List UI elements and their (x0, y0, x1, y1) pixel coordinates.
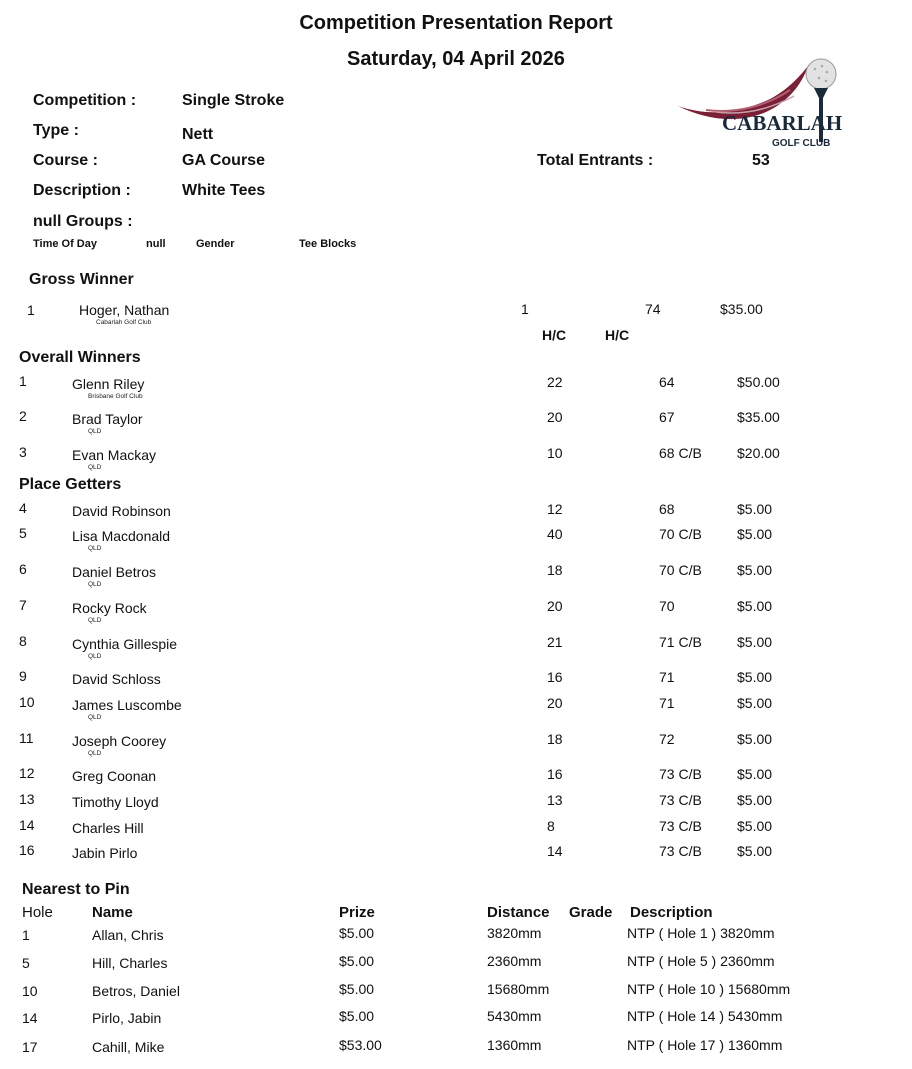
row-name: Rocky Rock (72, 600, 147, 616)
row-prize: $5.00 (737, 526, 773, 542)
row-hc: 16 (547, 669, 563, 685)
ntp-distance: 2360mm (487, 953, 542, 969)
ntp-col-distance: Distance (487, 904, 550, 921)
row-hc: 22 (547, 374, 563, 390)
place-getters-heading: Place Getters (19, 476, 122, 493)
row-score: 73 C/B (659, 766, 702, 782)
row-place: 10 (19, 694, 35, 710)
row-score: 70 C/B (659, 562, 702, 578)
row-name: Charles Hill (72, 820, 144, 836)
row-prize: $5.00 (737, 843, 773, 859)
total-entrants-label: Total Entrants : (537, 152, 654, 169)
row-club: QLD (88, 464, 102, 471)
row-score: 68 (659, 501, 675, 517)
row-score: 64 (659, 374, 675, 390)
ntp-hole: 10 (22, 983, 38, 999)
row-place: 8 (19, 633, 27, 649)
logo-subtitle: GOLF CLUB (772, 138, 831, 149)
row-hc: 18 (547, 562, 563, 578)
row-score: 72 (659, 731, 675, 747)
club-logo (676, 54, 843, 150)
row-prize: $5.00 (737, 562, 773, 578)
row-hc: 18 (547, 731, 563, 747)
ntp-col-grade: Grade (569, 904, 613, 921)
ntp-name: Hill, Charles (92, 955, 168, 971)
row-score: 70 (659, 598, 675, 614)
ntp-hole: 17 (22, 1039, 38, 1055)
row-place: 12 (19, 765, 35, 781)
group-col-tee-blocks: Tee Blocks (299, 238, 357, 250)
row-hc: 40 (547, 526, 563, 542)
row-prize: $20.00 (737, 445, 780, 461)
row-club: QLD (88, 545, 102, 552)
ntp-prize: $5.00 (339, 953, 375, 969)
report-date: Saturday, 04 April 2026 (347, 48, 565, 70)
type-value: Nett (182, 126, 214, 143)
gross-winner-prize: $35.00 (720, 301, 763, 317)
type-label: Type : (33, 122, 79, 139)
ntp-prize: $5.00 (339, 925, 375, 941)
row-place: 7 (19, 597, 27, 613)
row-prize: $5.00 (737, 501, 773, 517)
row-name: Timothy Lloyd (72, 794, 159, 810)
row-name: James Luscombe (72, 697, 182, 713)
row-hc: 8 (547, 818, 555, 834)
row-place: 9 (19, 668, 27, 684)
row-prize: $5.00 (737, 818, 773, 834)
gross-winner-place: 1 (27, 302, 35, 318)
ntp-distance: 5430mm (487, 1008, 542, 1024)
row-place: 11 (19, 730, 34, 746)
row-name: Glenn Riley (72, 376, 145, 392)
row-hc: 21 (547, 634, 563, 650)
row-name: David Robinson (72, 503, 171, 519)
row-name: Evan Mackay (72, 447, 157, 463)
ntp-prize: $53.00 (339, 1037, 382, 1053)
row-prize: $5.00 (737, 792, 773, 808)
ntp-hole: 14 (22, 1010, 38, 1026)
description-label: Description : (33, 182, 131, 199)
row-hc: 16 (547, 766, 563, 782)
description-value: White Tees (182, 182, 266, 199)
ntp-description: NTP ( Hole 5 ) 2360mm (627, 953, 775, 969)
ntp-name: Allan, Chris (92, 927, 164, 943)
row-hc: 20 (547, 409, 563, 425)
row-hc: 20 (547, 598, 563, 614)
row-place: 6 (19, 561, 27, 577)
nearest-to-pin-heading: Nearest to Pin (22, 881, 130, 898)
ntp-name: Pirlo, Jabin (92, 1010, 162, 1026)
row-name: Lisa Macdonald (72, 528, 171, 544)
groups-label: null Groups : (33, 213, 133, 230)
row-prize: $5.00 (737, 669, 773, 685)
ntp-prize: $5.00 (339, 1008, 375, 1024)
row-prize: $35.00 (737, 409, 780, 425)
row-place: 1 (19, 373, 27, 389)
row-club: Brisbane Golf Club (88, 393, 143, 400)
ntp-distance: 15680mm (487, 981, 550, 997)
row-name: Cynthia Gillespie (72, 636, 178, 652)
overall-winners-heading: Overall Winners (19, 349, 141, 366)
row-place: 3 (19, 444, 27, 460)
ntp-description: NTP ( Hole 10 ) 15680mm (627, 981, 791, 997)
gross-winner-name: Hoger, Nathan (79, 302, 170, 318)
row-score: 73 C/B (659, 843, 702, 859)
cut-header-clip (540, 327, 640, 343)
ntp-prize: $5.00 (339, 981, 375, 997)
row-club: QLD (88, 617, 102, 624)
course-value: GA Course (182, 152, 265, 169)
row-score: 71 C/B (659, 634, 702, 650)
group-col-time-of-day: Time Of Day (33, 238, 97, 250)
row-club: QLD (88, 750, 102, 757)
ntp-description: NTP ( Hole 14 ) 5430mm (627, 1008, 783, 1024)
row-club: QLD (88, 653, 102, 660)
row-name: Joseph Coorey (72, 733, 167, 749)
gross-winner-hc: 1 (521, 301, 529, 317)
row-place: 16 (19, 842, 35, 858)
row-hc: 10 (547, 445, 563, 461)
ntp-distance: 3820mm (487, 925, 542, 941)
row-name: David Schloss (72, 671, 161, 687)
row-score: 71 (659, 695, 675, 711)
ntp-col-prize: Prize (339, 904, 375, 921)
ntp-col-hole: Hole (22, 904, 53, 921)
row-score: 70 C/B (659, 526, 702, 542)
row-prize: $5.00 (737, 695, 773, 711)
group-col-gender: Gender (196, 238, 235, 250)
gross-winner-score: 74 (645, 301, 661, 317)
competition-value: Single Stroke (182, 92, 285, 109)
row-score: 68 C/B (659, 445, 702, 461)
cut-header-a: H/C (542, 327, 567, 343)
ntp-distance: 1360mm (487, 1037, 542, 1053)
row-club: QLD (88, 428, 102, 435)
row-prize: $50.00 (737, 374, 780, 390)
report-title: Competition Presentation Report (299, 12, 613, 34)
row-club: QLD (88, 581, 102, 588)
course-label: Course : (33, 152, 98, 169)
row-place: 13 (19, 791, 35, 807)
row-hc: 13 (547, 792, 563, 808)
logo-text: CABARLAH (722, 111, 843, 135)
ntp-name: Betros, Daniel (92, 983, 180, 999)
row-place: 2 (19, 408, 27, 424)
row-hc: 20 (547, 695, 563, 711)
ntp-hole: 5 (22, 955, 30, 971)
row-score: 67 (659, 409, 675, 425)
row-name: Jabin Pirlo (72, 845, 138, 861)
row-name: Greg Coonan (72, 768, 157, 784)
row-hc: 12 (547, 501, 563, 517)
gross-winner-club: Cabarlah Golf Club (96, 319, 152, 326)
row-name: Brad Taylor (72, 411, 143, 427)
row-club: QLD (88, 714, 102, 721)
ntp-col-name: Name (92, 904, 133, 921)
row-place: 4 (19, 500, 27, 516)
row-prize: $5.00 (737, 634, 773, 650)
row-score: 73 C/B (659, 792, 702, 808)
row-prize: $5.00 (737, 731, 773, 747)
row-name: Daniel Betros (72, 564, 157, 580)
ntp-description: NTP ( Hole 17 ) 1360mm (627, 1037, 783, 1053)
ntp-col-description: Description (630, 904, 713, 921)
row-score: 71 (659, 669, 675, 685)
cut-header-b: H/C (605, 327, 630, 343)
row-prize: $5.00 (737, 598, 773, 614)
gross-winner-heading: Gross Winner (29, 271, 134, 288)
row-place: 14 (19, 817, 35, 833)
competition-label: Competition : (33, 92, 137, 109)
total-entrants-value: 53 (752, 152, 770, 169)
row-score: 73 C/B (659, 818, 702, 834)
row-place: 5 (19, 525, 27, 541)
row-hc: 14 (547, 843, 563, 859)
ntp-name: Cahill, Mike (92, 1039, 165, 1055)
group-col-null: null (146, 238, 166, 250)
club-logo-graphic (676, 54, 843, 150)
ntp-description: NTP ( Hole 1 ) 3820mm (627, 925, 775, 941)
ntp-hole: 1 (22, 927, 30, 943)
row-prize: $5.00 (737, 766, 773, 782)
